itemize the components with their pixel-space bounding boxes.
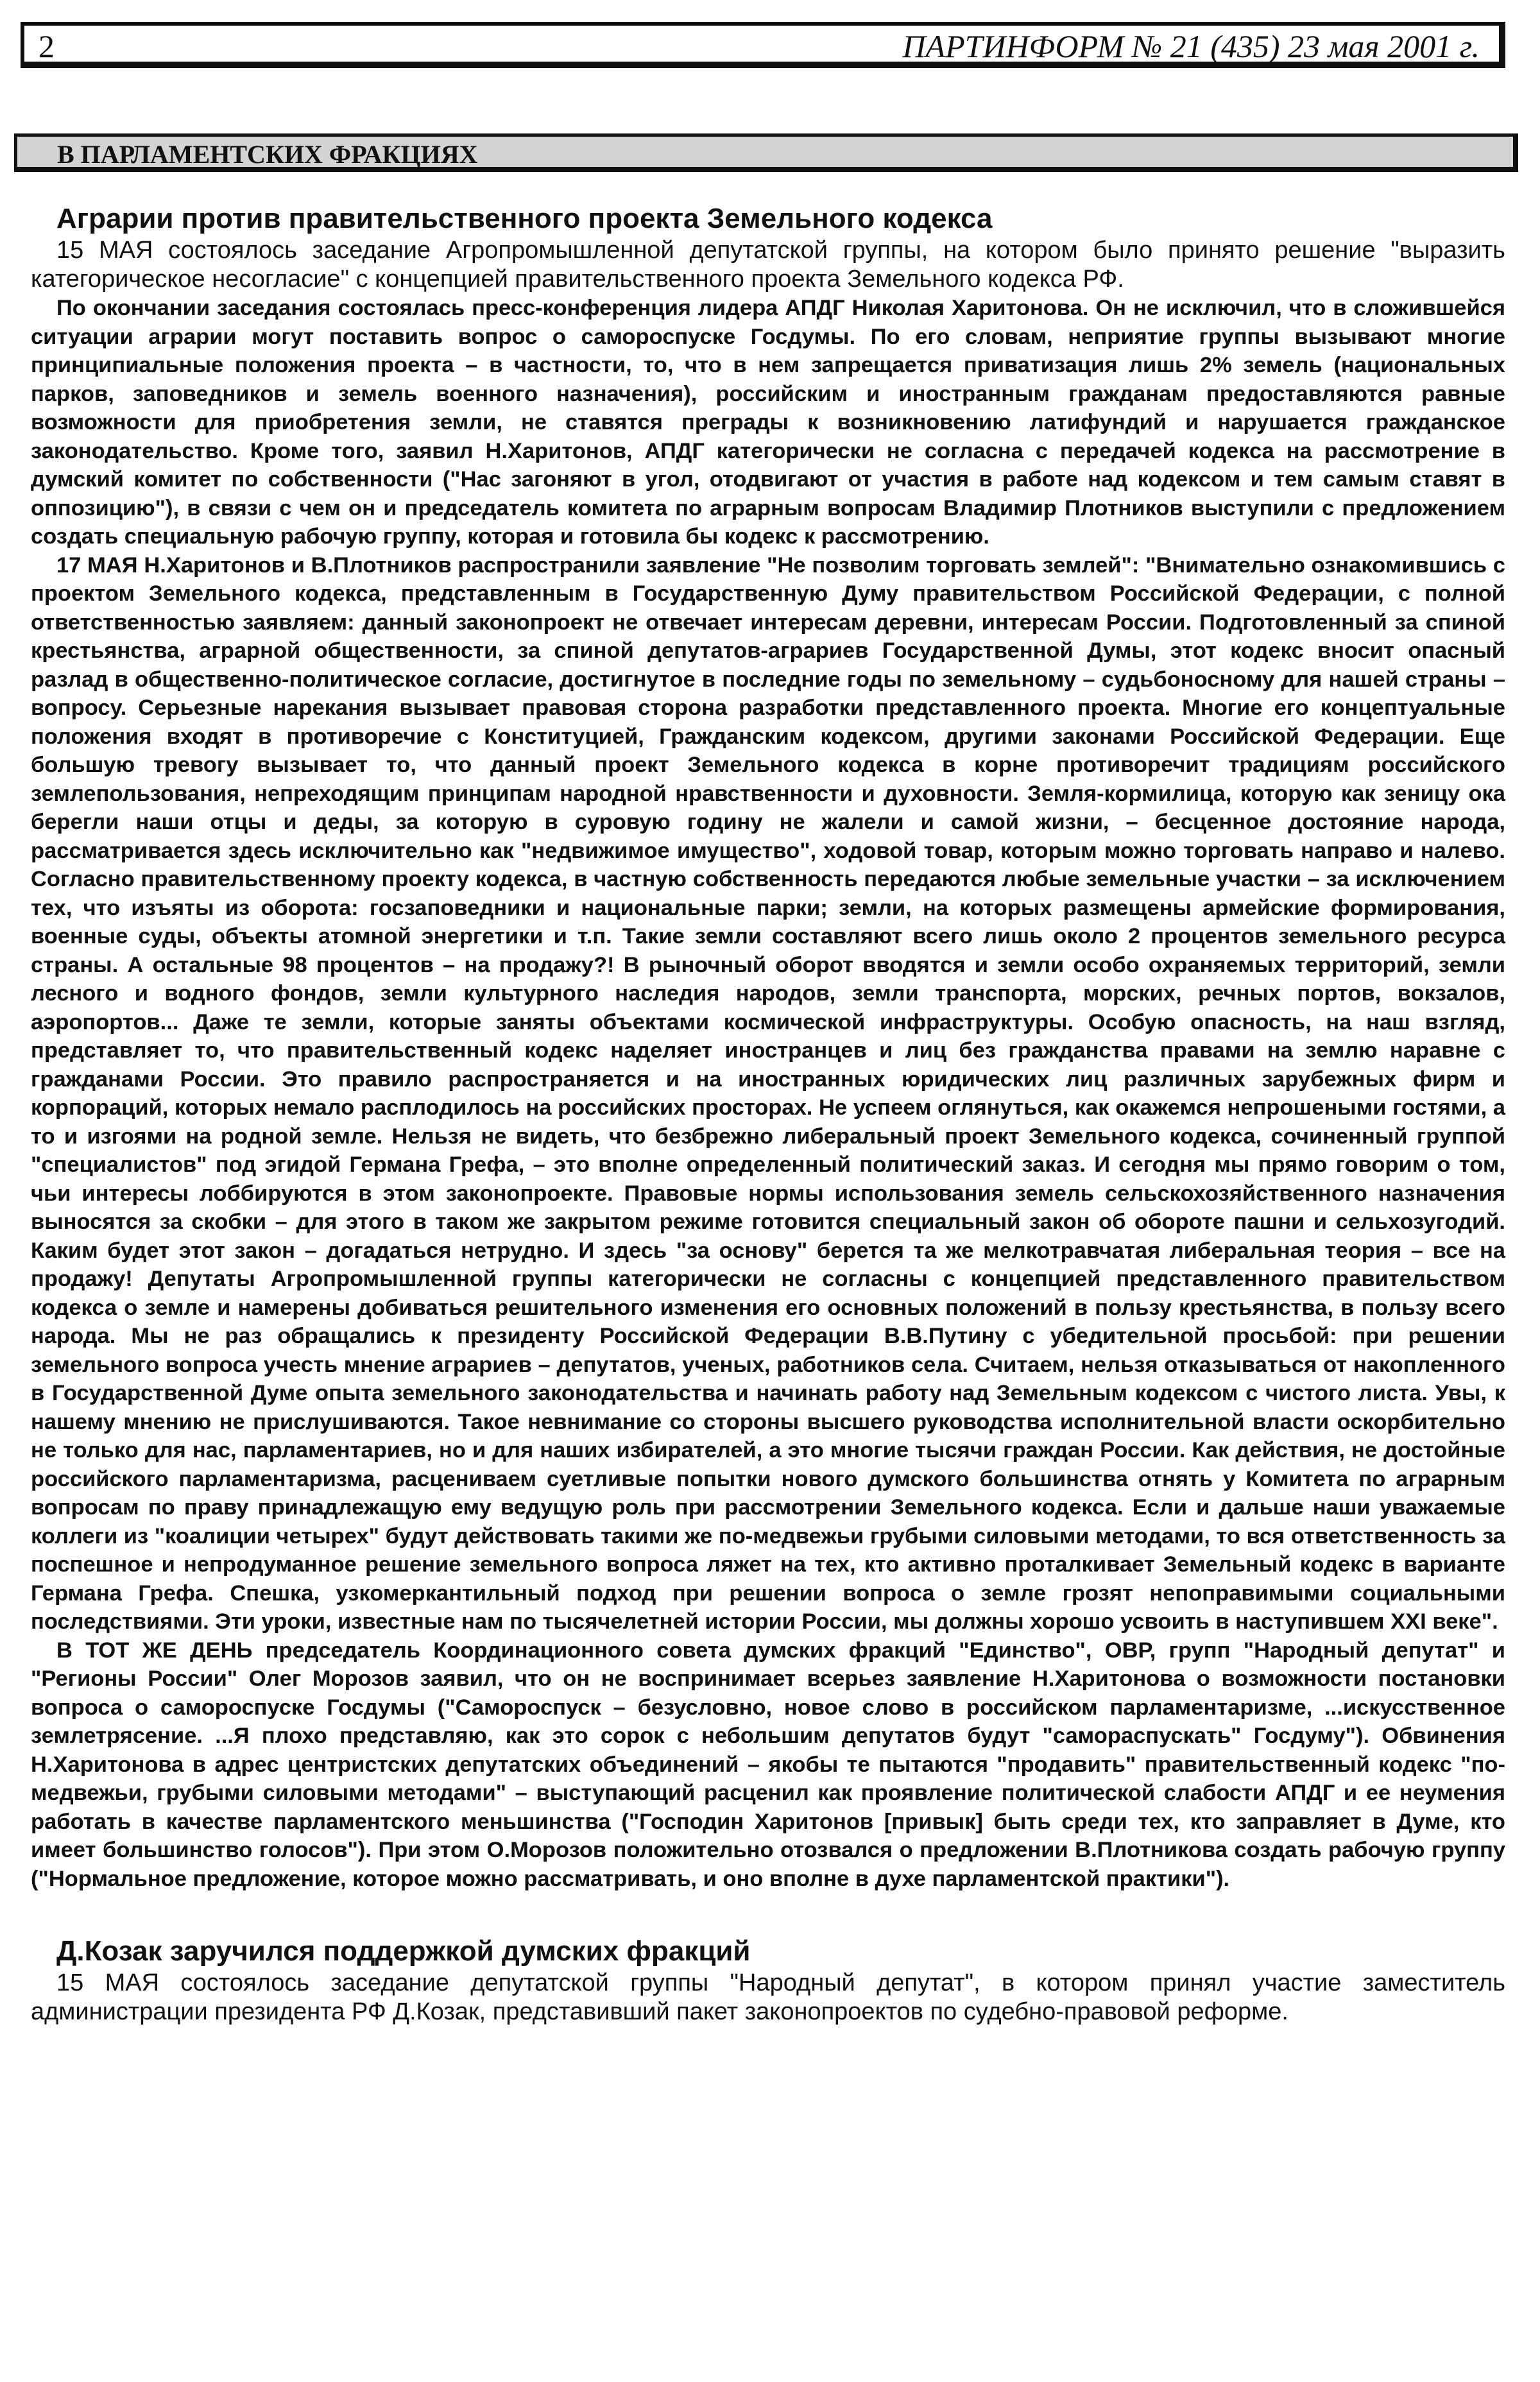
article-2-headline: Д.Козак заручился поддержкой думских фракций xyxy=(56,1935,751,1967)
article-column xyxy=(31,201,1505,2026)
article-1-paragraph-2: 17 МАЯ Н.Харитонов и В.Плотников распространили заявление "Не позволим торговать землей": "Внимательно ознакомившись с проектом Земельного кодекса, представленным в Государственную Думу правительством Российской Федерации, с полной ответственностью заявляем: данный законопроект не отвечает интересам деревни, интересам России. Подготовленный за спиной крестьянства, аграрной общественности, за спиной депутатов-аграриев Государственной Думы, этот кодекс вносит опасный разлад в общественно-политическое согласие, достигнутое в последние годы по земельному – судьбоносному для нашей страны – вопросу. Серьезные нарекания вызывает правовая сторона разработки представленного проекта. Многие его концептуальные положения входят в противоречие с Конституцией, Гражданским кодексом, другими законами Российской Федерации. Еще большую тревогу вызывает то, что данный проект Земельного кодекса в корне противоречит традициям российского землепользования, непреходящим принципам народной нравственности и духовности. Земля-кормилица, которую как зеницу ока берегли наши отцы и деды, за которую в суровую годину не жалели и самой жизни, – бесценное достояние народа, рассматривается здесь исключительно как "недвижимое имущество", ходовой товар, которым можно торговать направо и налево. Согласно правительственному проекту кодекса, в частную собственность передаются любые земельные участки – за исключением тех, что изъяты из оборота: госзаповедники и национальные парки; земли, на которых размещены армейские формирования, военные суды, объекты атомной энергетики и т.п. Такие земли составляют всего лишь около 2 процентов земельного ресурса страны. А остальные 98 процентов – на продажу?! В рыночный оборот вводятся и земли особо охраняемых территорий, земли лесного и водного фондов, земли культурного наследия народов, земли транспорта, морских, речных портов, вокзалов, аэропортов... Даже те земли, которые заняты объектами космической инфраструктуры. Особую опасность, на наш взгляд, представляет то, что правительственный кодекс наделяет иностранцев и лиц без гражданства правами на землю наравне с гражданами России. Это правило распространяется и на иностранных юридических лиц различных зарубежных фирм и корпораций, которых немало расплодилось на российских просторах. Не успеем оглянуться, как окажемся непрошеными гостями, а то и изгоями на родной земле. Нельзя не видеть, что безбрежно либеральный проект Земельного кодекса, сочиненный группой "специалистов" под эгидой Германа Грефа, – это вполне определенный политический заказ. И сегодня мы прямо говорим о том, чьи интересы лоббируются в этом законопроекте. Правовые нормы использования земель сельскохозяйственного назначения выносятся за скобки – для этого в таком же закрытом режиме готовится специальный закон об обороте пашни и сельхозугодий. Каким будет этот закон – догадаться нетрудно. И здесь "за основу" берется та же мелкотравчатая либеральная теория – все на продажу! Депутаты Агропромышленной группы категорически не согласны с концепцией представленного правительством кодекса о земле и намерены добиваться решительного изменения его основных положений в пользу крестьянства, в пользу всего народа. Мы не раз обращались к президенту Российской Федерации В.В.Путину с убедительной просьбой: при решении земельного вопроса учесть мнение аграриев – депутатов, ученых, работников села. Считаем, нельзя отказываться от накопленного в Государственной Думе опыта земельного законодательства и начинать работу над Земельным кодексом с чистого листа. Увы, к нашему мнению не прислушиваются. Такое невнимание со стороны высшего руководства исполнительной власти оскорбительно не только для нас, парламентариев, но и для наших избирателей, а это многие тысячи граждан России. Как действия, не достойные российского парламентаризма, расцениваем суетливые попытки нового думского большинства отнять у Комитета по аграрным вопросам по праву принадлежащую ему ведущую роль при рассмотрении Земельного кодекса. Если и дальше наши уважаемые коллеги из "коалиции четырех" будут действовать такими же по-медвежьи грубыми силовыми методами, то вся ответственность за поспешное и непродуманное решение земельного вопроса ляжет на тех, кто активно проталкивает Земельный кодекс в варианте Германа Грефа. Спешка, узкомеркантильный подход при решении вопроса о земле грозят непоправимыми социальными последствиями. Эти уроки, известные нам по тысячелетней истории России, мы должны хорошо усвоить в наступившем XXI веке". xyxy=(31,553,1505,1634)
article-1-lead-text: состоялось заседание Агропромышленной депутатской группы, на котором было принято решение "выразить категорическое несогласие" с концепцией правительственного проекта Земельного кодекса РФ. xyxy=(31,237,1505,293)
page-header xyxy=(21,22,1505,68)
article-separator xyxy=(31,1893,1505,1934)
article-1-paragraph-1: По окончании заседания состоялась пресс-конференция лидера АПДГ Николая Харитонова. Он не исключил, что в сложившейся ситуации аграрии могут поставить вопрос о самороспуске Госдумы. По его словам, неприятие группы вызывают многие принципиальные положения проекта – в частности, то, что в нем запрещается приватизация лишь 2% земель (национальных парков, заповедников и земель военного назначения), российским и иностранным гражданам предоставляются равные возможности для приобретения земли, не ставятся преграды к возникновению латифундий и нарушается гражданское законодательство. Кроме того, заявил Н.Харитонов, АПДГ категорически не согласна с передачей кодекса на рассмотрение в думский комитет по собственности ("Нас загоняют в угол, отодвигают от участия в работе над кодексом и тем самым ставят в оппозицию"), в связи с чем он и председатель комитета по аграрным вопросам Владимир Плотников выступили с предложением создать специальную рабочую группу, которая и готовила бы кодекс к рассмотрению. xyxy=(31,296,1505,549)
article-1-lead xyxy=(31,236,1505,294)
article-2-lead xyxy=(31,1969,1505,2026)
section-title: В ПАРЛАМЕНТСКИХ ФРАКЦИЯХ xyxy=(57,140,478,169)
article-1-headline: Аграрии против правительственного проекта Земельного кодекса xyxy=(56,203,993,234)
article-1-lead-date: 15 МАЯ xyxy=(56,237,153,264)
article-2-lead-text: состоялось заседание депутатской группы "Народный депутат", в котором принял участие заместитель администрации президента РФ Д.Козак, представивший пакет законопроектов по судебно-правовой реформе. xyxy=(31,1969,1505,2025)
article-2-lead-date: 15 МАЯ xyxy=(56,1969,160,1996)
section-banner xyxy=(14,133,1518,172)
issue-info: ПАРТИНФОРМ № 21 (435) 23 мая 2001 г. xyxy=(902,28,1480,64)
article-1-paragraph-3: В ТОТ ЖЕ ДЕНЬ председатель Координационного совета думских фракций "Единство", ОВР, групп "Народный депутат" и "Регионы России" Олег Морозов заявил, что он не воспринимает всерьез заявление Н.Харитонова о возможности постановки вопроса о самороспуске Госдумы ("Самороспуск – безусловно, новое слово в российском парламентаризме, ...искусственное землетрясение. ...Я плохо представляю, как это сорок с небольшим депутатов будут "самораспускать" Госдуму"). Обвинения Н.Харитонова в адрес центристских депутатских объединений – якобы те пытаются "продавить" правительственный кодекс "по-медвежьи, грубыми силовыми методами" – выступающий расценил как проявление политической слабости АПДГ и ее неумения работать в качестве парламентского меньшинства ("Господин Харитонов [привык] быть среди тех, кто заправляет в Думе, кто имеет большинство голосов"). При этом О.Морозов положительно отозвался о предложении В.Плотникова создать рабочую группу ("Нормальное предложение, которое можно рассматривать, и оно вполне в духе парламентской практики"). xyxy=(31,1638,1505,1891)
page-number: 2 xyxy=(38,28,55,64)
